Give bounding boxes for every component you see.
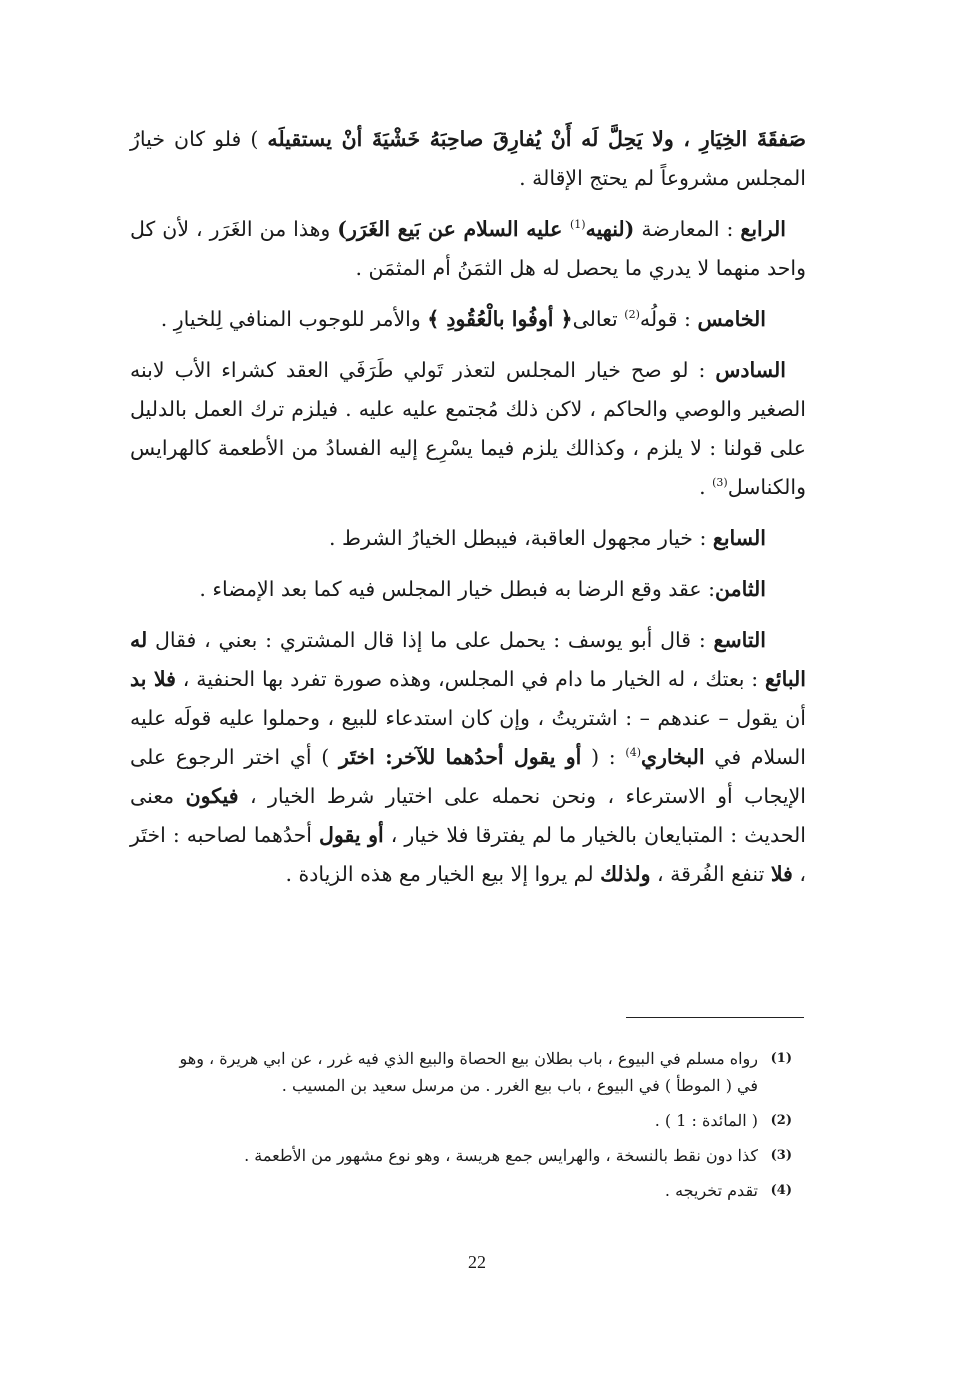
paragraph-text: أن يقول – عندهم – : اشتريتُ ، وإن كان استدعاء للبيع ، وحملوا عليه قولَه عليه السلام في (130, 706, 806, 769)
footnote-item (160, 1177, 792, 1204)
section-label: الثامن (715, 577, 766, 601)
footnote-number: (1) (770, 1051, 792, 1066)
paragraph-text: : المعارضة (634, 217, 741, 241)
footnote-ref: (3) (712, 476, 728, 490)
paragraph-text: : عقد وقع الرضا به فبطل خيار المجلس فيه كما بعد الإمضاء . (199, 577, 716, 601)
paragraph-text: . (699, 475, 713, 499)
paragraph-text: تعالى (572, 307, 625, 331)
paragraph-text: : خيار مجهول العاقبة، فيبطل الخيارُ الشرط . (329, 526, 713, 550)
hadith-quote: أو يقول أحدُهما للآخر: اختَر (338, 745, 582, 769)
paragraph-text: : قولُه (639, 307, 698, 331)
section-label: الخامس (697, 307, 766, 331)
paragraph-text: ) فلو كان خيارُ المجلس مشروعاً لم يحتج الإقالة . (130, 127, 806, 190)
footnote-number: (4) (770, 1183, 792, 1198)
footnote-number: (3) (770, 1148, 792, 1163)
paragraph-text: : قال أبو يوسف : يحمل على ما إذا قال المشتري : بعني ، فقال (147, 628, 714, 652)
paragraph-text: معنى الحديث : المتبايعان بالخيار ما لم يفترقا فلا خيار ، (130, 784, 806, 847)
bold-text: فلا (770, 862, 793, 886)
footnote-ref: (1) (570, 218, 586, 232)
footnote-text: تقدم تخريجه . (664, 1181, 758, 1200)
paragraph-text: لم يروا إلا بيع الخيار مع هذه الزيادة . (285, 862, 601, 886)
paragraph-text: تنفع الفُرقة ، (650, 862, 771, 886)
bold-text: أو يقول (318, 823, 384, 847)
paragraph-text: والأمر للوجوب المنافي لِلخيارِ . (160, 307, 428, 331)
paragraph-ninth (130, 621, 806, 894)
page-number: 22 (468, 1252, 486, 1272)
paragraph-sixth (130, 351, 806, 507)
bold-text: فيكون (185, 784, 239, 808)
footnotes (160, 1045, 792, 1212)
paragraph-seventh (130, 519, 806, 558)
footnote-text: كذا دون نقط بالنسخة ، والهرايس جمع هريسة ، وهو نوع مشهور من الأطعمة . (244, 1146, 758, 1165)
paragraph-fifth (130, 300, 806, 339)
page-body (130, 120, 806, 906)
footnote-item (160, 1045, 792, 1099)
footnote-number: (2) (770, 1113, 792, 1128)
quran-verse: ﴿ أوفُوا بالْعُقُودِ ﴾ (427, 307, 573, 331)
section-label: الرابع (740, 217, 786, 241)
paragraph-text: : بعتك ، له الخيار ما دام في المجلس، وهذه صورة تفرد بها الحنفية ، (175, 667, 765, 691)
paragraph-text: : لو صح خيار المجلس لتعذر تَولي طَرَفَي العقد كشراء الأب لابنه الصغير والوصي والحاكم ، لاكن ذلك مُجتمع عليه عليه . فيلزم ترك العمل بالدليل على قولنا : لا يلزم ، وكذالك يلزم فيما يسْرِع إليه الفسادُ من الأطعمة كالهرايس والكناسل (130, 358, 806, 499)
paragraph-fourth (130, 210, 806, 288)
footnote-text: ( المائدة : 1 ) . (654, 1111, 758, 1130)
bold-text: فلا بد (130, 667, 176, 691)
hadith-quote: صَفقَةَ الخِيَارِ ، ولا يَحِلَّ لَه أَنْ يُفارِقَ صاحِبَهُ خَشْيَةَ أنْ يستقيلَه (267, 127, 806, 151)
paragraph-continuation (130, 120, 806, 198)
footnote-ref: (2) (624, 308, 640, 322)
quote-text: (لنهيه (585, 217, 635, 241)
section-label: التاسع (713, 628, 766, 652)
paragraph-text: أحدُهما لصاحبه : اختَر ، (130, 823, 806, 886)
paragraph-text: ) أي اختر الرجوع على الإيجاب أو الاسترعاء ، ونحن نحمله على اختيار شرط الخيار ، (130, 745, 806, 808)
bold-text: ولذلك (600, 862, 651, 886)
footnote-item (160, 1107, 792, 1134)
footnote-divider (626, 1017, 804, 1018)
section-label: السابع (712, 526, 766, 550)
paragraph-text: : ( (581, 745, 626, 769)
bold-text: له البائع (130, 628, 806, 691)
paragraph-text: وهذا من الغَرَر ، لأن كل واحد منهما لا يدري ما يحصل له هل الثمَنُ أم المثمَن . (130, 217, 806, 280)
quote-text: عليه السلام عن بَيع الغَرَر) (337, 217, 570, 241)
footnote-ref: (4) (625, 746, 641, 760)
paragraph-eighth (130, 570, 806, 609)
footnote-text: رواه مسلم في البيوع ، باب بطلان بيع الحصاة والبيع الذي فيه غرر ، عن ابي هريرة ، وهو في ( الموطأ ) في البيوع ، باب بيع الغرر . من مرسل سعيد بن المسيب . (179, 1049, 758, 1095)
section-label: السادس (715, 358, 786, 382)
bold-text: البخاري (640, 745, 705, 769)
footnote-item (160, 1142, 792, 1169)
